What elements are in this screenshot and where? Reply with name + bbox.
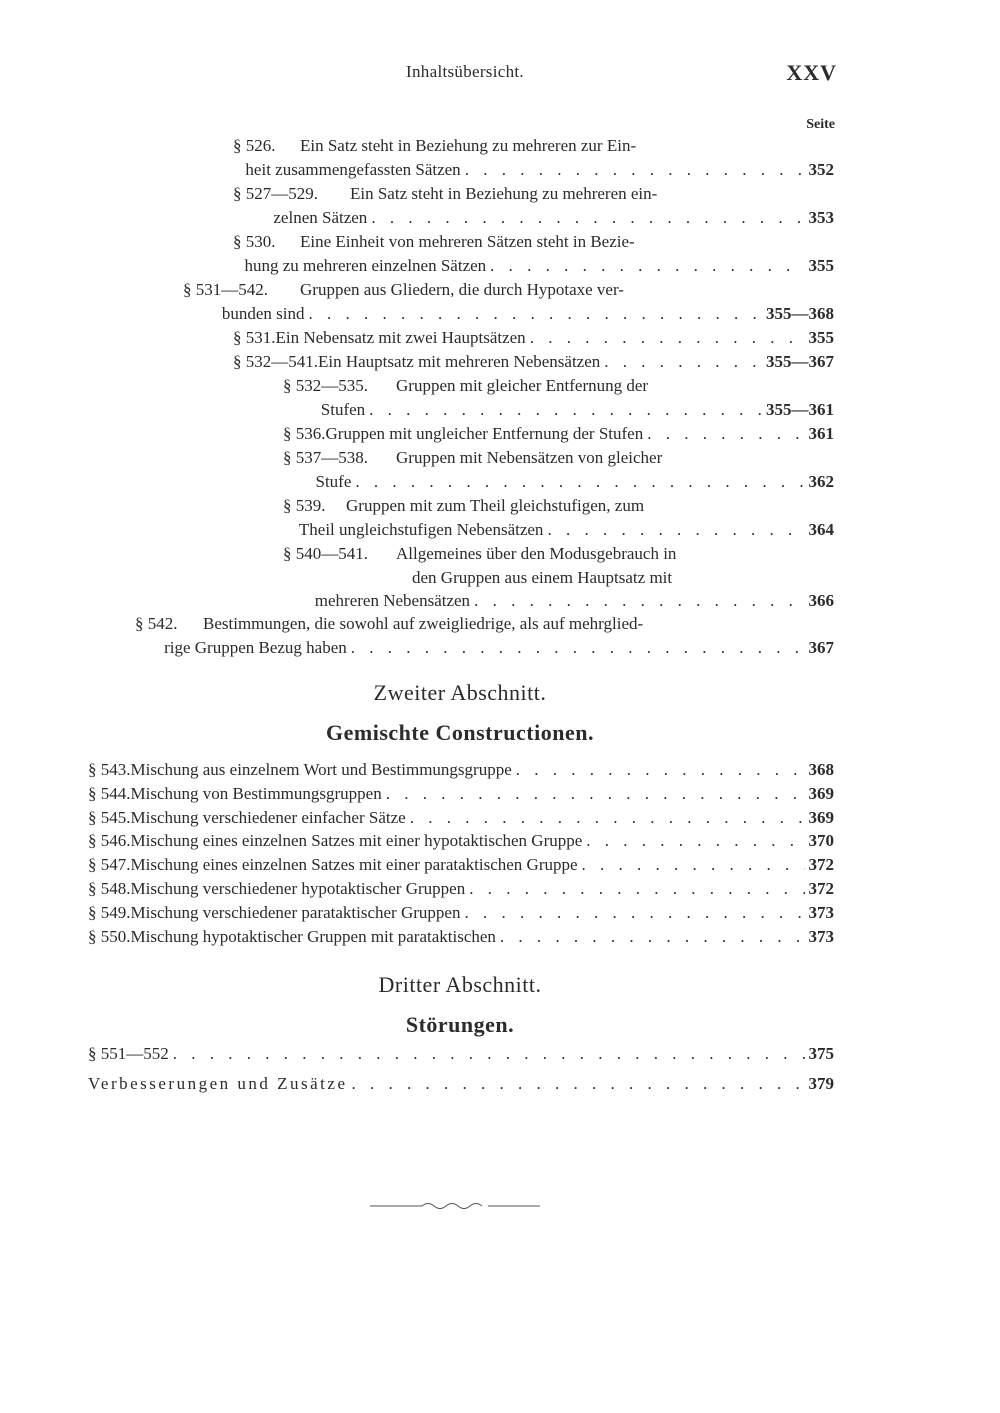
toc-entry-line [183,302,834,326]
section-number: § 543. [88,760,131,779]
toc-entry-line [233,350,834,374]
section-number: § 549. [88,902,131,922]
page-ref: 372 [808,855,834,875]
entry-text: Gruppen mit gleicher Entfernung der [396,376,649,395]
ornament-divider [370,1196,540,1216]
toc-entry-line [135,636,834,660]
section-number: § 532—541. [233,352,318,371]
toc-entry-line [233,158,834,182]
toc-entry [88,1042,834,1066]
dot-leader [516,758,805,782]
section-number: § 542. [135,614,178,633]
toc-entry [233,134,834,181]
entry-text: Mischung hypotaktischer Gruppen mit parataktischen [130,926,496,946]
dot-leader [647,422,804,446]
toc-entry [88,925,834,949]
toc-entry-line [283,566,834,590]
seite-label: Seite [806,117,835,132]
section-number: § 540—541. [283,544,368,563]
entry-text: Gruppen mit ungleicher Entfernung der Stufen [325,424,644,443]
entry-text: Stufen [320,399,366,419]
section-number: § 536. [283,424,326,443]
dot-leader [490,254,804,278]
toc-entry [233,230,834,277]
section-number: § 539. [283,496,326,515]
section-title-stoerungen: Störungen. [405,1012,515,1037]
toc-entry [135,612,834,659]
section-number: § 550. [88,926,131,946]
section-number: § 544. [88,783,131,803]
page-ref: 364 [808,519,834,539]
page-ref: 370 [808,831,834,851]
entry-text: Mischung aus einzelnem Wort und Bestimmungsgruppe [130,760,512,779]
dot-leader [309,302,762,326]
toc-entry [283,374,834,421]
toc-entry-line [283,518,834,542]
dot-leader [474,589,804,613]
toc-entry-line [233,230,834,254]
page-ref: 375 [808,1044,834,1063]
dot-leader [386,782,805,806]
dot-leader [465,158,805,182]
toc-entry-line [283,374,834,398]
page-ref: 352 [808,159,834,179]
page-ref: 368 [808,760,834,779]
page-ref: 373 [808,902,834,922]
toc-entry [233,326,834,350]
toc-entry-line [88,853,834,877]
page-ref: 362 [808,471,834,491]
toc-entry-line [88,758,834,782]
toc-entry-line [283,398,834,422]
section-number: § 545. [88,807,131,827]
toc-entry-line [88,877,834,901]
entry-text: Eine Einheit von mehreren Sätzen steht in Bezie- [300,232,635,251]
entry-text: Gruppen mit Nebensätzen von gleicher [396,448,663,467]
dot-leader [351,636,805,660]
entry-text: Verbesserungen und Zusätze [88,1074,348,1093]
toc-entry-line [88,829,834,853]
page-ref: 379 [808,1074,834,1093]
page-ref: 361 [808,424,834,443]
page-ref: 353 [808,207,834,227]
toc-entry-line [233,182,834,206]
page-ref: 372 [808,879,834,898]
entry-text: hung zu mehreren einzelnen Sätzen [244,255,487,275]
dot-leader [352,1072,805,1096]
toc-entry-line [283,470,834,494]
entry-text: zelnen Sätzen [273,207,368,227]
section-number: § 531—542. [183,280,268,299]
dot-leader [604,350,762,374]
page-ref: 366 [808,591,834,610]
toc-entry [183,278,834,325]
entry-text: Ein Nebensatz mit zwei Hauptsätzen [275,328,526,347]
toc-entry [88,806,834,830]
toc-entry-line [233,326,834,350]
section-heading-zweiter: Zweiter Abschnitt. [373,680,547,705]
running-title: Inhaltsübersicht. [406,62,524,81]
entry-text: Theil ungleichstufigen Nebensätzen [298,519,544,539]
toc-entry-line [88,1072,834,1096]
dot-leader [582,853,805,877]
toc-entry [88,901,834,925]
entry-text: Ein Hauptsatz mit mehreren Nebensätzen [318,352,601,371]
toc-entry [283,422,834,446]
toc-entry [88,758,834,782]
section-number: § 546. [88,831,131,851]
entry-text: Gruppen mit zum Theil gleichstufigen, zum [346,496,645,515]
dot-leader [173,1042,805,1066]
page-number: XXV [786,60,837,85]
entry-text: mehreren Nebensätzen [314,591,471,610]
section-number: § 532—535. [283,376,368,395]
toc-entry-line [88,782,834,806]
toc-entry [88,829,834,853]
section-number: § 551—552 [88,1044,169,1063]
entry-text: Ein Satz steht in Beziehung zu mehreren ein- [350,184,658,203]
dot-leader [371,206,804,230]
entry-text: Mischung von Bestimmungsgruppen [130,783,382,803]
entry-text: Stufe [315,471,352,491]
dot-leader [586,829,804,853]
page-ref: 367 [808,637,834,657]
entry-text: den Gruppen aus einem Hauptsatz mit [412,567,673,587]
toc-entry-line [283,542,834,566]
entry-text: rige Gruppen Bezug haben [164,637,347,657]
entry-text: Ein Satz steht in Beziehung zu mehreren zur Ein- [300,136,637,155]
dot-leader [410,806,805,830]
entry-text: Mischung verschiedener parataktischer Gruppen [130,902,461,922]
toc-entry-line [135,612,834,636]
toc-entry-line [88,925,834,949]
toc-entry-line [233,206,834,230]
toc-entry-line [88,806,834,830]
dot-leader [369,398,762,422]
toc-entry [88,853,834,877]
toc-entry-line [283,446,834,470]
page-ref: 355 [808,255,834,275]
entry-text: Mischung eines einzelnen Satzes mit einer hypotaktischen Gruppe [130,831,583,851]
toc-entry [233,350,834,374]
section-title-gemischte: Gemischte Constructionen. [326,720,594,745]
toc-entry-line [233,254,834,278]
entry-text: Bestimmungen, die sowohl auf zweigliedrige, als auf mehrglied- [203,614,644,633]
dot-leader [469,877,804,901]
toc-entry [283,446,834,493]
page-ref: 355—361 [766,399,834,419]
toc-entry [88,782,834,806]
dot-leader [547,518,804,542]
section-heading-dritter: Dritter Abschnitt. [378,972,542,997]
entry-text: Mischung verschiedener einfacher Sätze [130,807,406,827]
toc-entry [88,877,834,901]
toc-entry-line [283,589,834,613]
page-ref: 355—368 [766,303,834,323]
section-number: § 537—538. [283,448,368,467]
toc-entry-line [88,901,834,925]
toc-entry [283,494,834,541]
toc-entry [233,182,834,229]
toc-entry [283,542,834,613]
dot-leader [464,901,804,925]
dot-leader [500,925,805,949]
page-ref: 369 [808,783,834,803]
dot-leader [530,326,805,350]
page-ref: 355 [808,328,834,347]
section-number: § 548. [88,879,131,898]
entry-text: Allgemeines über den Modusgebrauch in [396,544,677,563]
entry-text: bunden sind [221,303,305,323]
page-ref: 369 [808,807,834,827]
section-number: § 547. [88,855,131,875]
entry-text: Mischung eines einzelnen Satzes mit einer parataktischen Gruppe [130,855,578,875]
toc-entry-line [88,1042,834,1066]
toc-entry-line [283,422,834,446]
toc-entry-line [183,278,834,302]
page-ref: 355—367 [766,352,834,371]
entry-text: heit zusammengefassten Sätzen [245,159,461,179]
page-ref: 373 [808,926,834,946]
entry-text: Gruppen aus Gliedern, die durch Hypotaxe ver- [300,280,624,299]
toc-entry-line [233,134,834,158]
dot-leader [355,470,804,494]
section-number: § 530. [233,232,276,251]
toc-entry [88,1072,834,1096]
toc-entry-line [283,494,834,518]
section-number: § 531. [233,328,276,347]
section-number: § 526. [233,136,276,155]
section-number: § 527—529. [233,184,318,203]
entry-text: Mischung verschiedener hypotaktischer Gruppen [130,879,466,898]
